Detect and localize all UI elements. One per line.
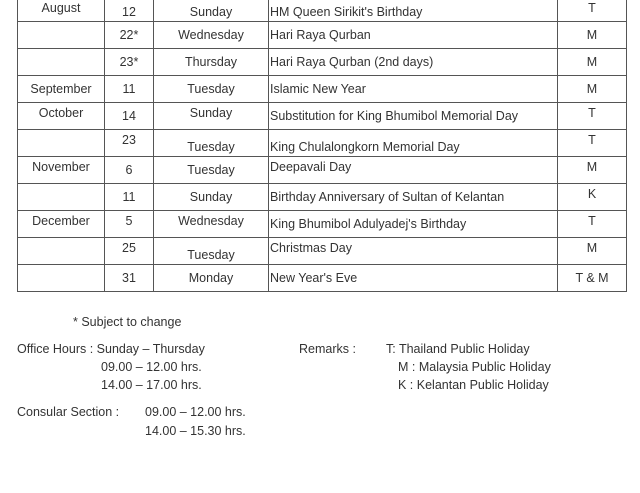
date-cell <box>105 76 154 103</box>
holiday-name-cell <box>269 22 558 49</box>
office-hours-slot-2: 14.00 – 17.00 hrs. <box>101 378 202 392</box>
day-label: Thursday <box>184 55 238 69</box>
holiday-name-cell <box>269 157 558 184</box>
remark-code: K <box>587 187 597 201</box>
date-cell <box>105 103 154 130</box>
month-label: October <box>38 106 84 120</box>
date-label: 5 <box>125 214 133 228</box>
holiday-name: HM Queen Sirikit's Birthday <box>270 5 423 19</box>
remark-code: M <box>586 241 598 255</box>
holiday-name-cell <box>269 211 558 238</box>
day-cell <box>154 265 269 292</box>
consular-section-label: Consular Section : <box>17 405 120 419</box>
holiday-name-cell <box>269 238 558 265</box>
date-cell <box>105 265 154 292</box>
day-cell <box>154 22 269 49</box>
date-label: 14 <box>122 109 136 123</box>
remark-code: T <box>588 106 596 120</box>
remark-cell <box>558 238 627 265</box>
date-cell <box>105 211 154 238</box>
table-row <box>18 157 627 184</box>
month-label <box>18 265 104 271</box>
date-label: 6 <box>125 163 133 177</box>
remark-code: T & M <box>575 271 609 285</box>
holiday-name-cell <box>269 103 558 130</box>
table-row <box>18 130 627 157</box>
remark-cell <box>558 211 627 238</box>
month-label <box>18 184 104 190</box>
holiday-name-cell <box>269 76 558 103</box>
day-cell <box>154 184 269 211</box>
day-cell <box>154 157 269 184</box>
holiday-name: King Chulalongkorn Memorial Day <box>270 140 460 154</box>
month-cell <box>18 0 105 22</box>
date-cell <box>105 22 154 49</box>
remark-code: T <box>588 214 596 228</box>
day-label: Tuesday <box>187 163 235 177</box>
month-cell <box>18 238 105 265</box>
holiday-name-cell <box>269 130 558 157</box>
month-label: November <box>32 160 90 174</box>
holiday-name-cell <box>269 184 558 211</box>
footnote: * Subject to change <box>73 315 182 329</box>
day-cell <box>154 103 269 130</box>
day-cell <box>154 49 269 76</box>
holiday-name-cell <box>269 0 558 22</box>
day-label: Sunday <box>189 190 233 204</box>
remark-thailand: T: Thailand Public Holiday <box>386 342 530 356</box>
holiday-name-cell <box>269 265 558 292</box>
date-cell <box>105 157 154 184</box>
remark-code: T <box>588 133 596 147</box>
month-cell <box>18 265 105 292</box>
consular-slot-2: 14.00 – 15.30 hrs. <box>145 424 246 438</box>
remark-cell <box>558 49 627 76</box>
table-row <box>18 211 627 238</box>
day-cell <box>154 211 269 238</box>
date-cell <box>105 130 154 157</box>
table-row <box>18 49 627 76</box>
remark-cell <box>558 103 627 130</box>
day-label: Monday <box>188 271 234 285</box>
month-cell <box>18 184 105 211</box>
day-cell <box>154 238 269 265</box>
holiday-name: New Year's Eve <box>270 271 358 285</box>
month-cell <box>18 76 105 103</box>
date-label: 23* <box>119 55 139 69</box>
month-label <box>18 22 104 28</box>
day-label: Wednesday <box>178 214 244 228</box>
month-cell <box>18 103 105 130</box>
day-label: Wednesday <box>178 28 244 42</box>
date-cell <box>105 49 154 76</box>
holiday-name: Deepavali Day <box>270 160 352 174</box>
day-label: Tuesday <box>187 82 235 96</box>
remark-cell <box>558 265 627 292</box>
holiday-name: Hari Raya Qurban (2nd days) <box>270 55 434 69</box>
day-label: Tuesday <box>187 140 235 154</box>
month-cell <box>18 157 105 184</box>
date-cell <box>105 0 154 22</box>
remark-code: M <box>586 55 598 69</box>
remark-kelantan: K : Kelantan Public Holiday <box>398 378 549 392</box>
date-label: 11 <box>122 190 136 204</box>
date-label: 31 <box>122 271 136 285</box>
consular-slot-1: 09.00 – 12.00 hrs. <box>145 405 246 419</box>
day-cell <box>154 130 269 157</box>
remark-cell <box>558 0 627 22</box>
date-cell <box>105 238 154 265</box>
date-label: 22* <box>119 28 139 42</box>
table-row <box>18 0 627 22</box>
month-cell <box>18 130 105 157</box>
month-label <box>18 49 104 55</box>
table-row <box>18 22 627 49</box>
holiday-name-cell <box>269 49 558 76</box>
remark-code: M <box>586 82 598 96</box>
holiday-name: Christmas Day <box>270 241 352 255</box>
day-cell <box>154 76 269 103</box>
day-label: Tuesday <box>187 248 235 262</box>
remark-cell <box>558 157 627 184</box>
month-label: August <box>41 1 81 15</box>
holiday-name: Birthday Anniversary of Sultan of Kelantan <box>270 190 505 204</box>
remark-cell <box>558 130 627 157</box>
date-label: 11 <box>122 82 136 96</box>
remark-cell <box>558 76 627 103</box>
table-row <box>18 238 627 265</box>
table-row <box>18 184 627 211</box>
office-hours-label: Office Hours : Sunday – Thursday <box>17 342 205 356</box>
holiday-name: Substitution for King Bhumibol Memorial Day <box>270 109 519 123</box>
remark-code: T <box>588 1 596 15</box>
date-label: 25 <box>122 241 136 255</box>
month-cell <box>18 22 105 49</box>
day-label: Sunday <box>189 106 233 120</box>
date-label: 23 <box>122 133 136 147</box>
month-label: December <box>32 214 90 228</box>
remark-cell <box>558 184 627 211</box>
table-row <box>18 103 627 130</box>
remark-malaysia: M : Malaysia Public Holiday <box>398 360 551 374</box>
month-cell <box>18 49 105 76</box>
remark-code: M <box>586 28 598 42</box>
day-label: Sunday <box>189 5 233 19</box>
holiday-name: Hari Raya Qurban <box>270 28 371 42</box>
month-cell <box>18 211 105 238</box>
holiday-name: King Bhumibol Adulyadej's Birthday <box>270 217 467 231</box>
date-label: 12 <box>122 5 136 19</box>
remark-code: M <box>586 160 598 174</box>
month-label <box>18 238 104 244</box>
table-row <box>18 265 627 292</box>
table-row <box>18 76 627 103</box>
day-cell <box>154 0 269 22</box>
remarks-label: Remarks : <box>299 342 356 356</box>
month-label <box>18 130 104 136</box>
holiday-table <box>17 0 627 292</box>
month-label: September <box>30 82 92 96</box>
holiday-name: Islamic New Year <box>270 82 366 96</box>
office-hours-slot-1: 09.00 – 12.00 hrs. <box>101 360 202 374</box>
remark-cell <box>558 22 627 49</box>
date-cell <box>105 184 154 211</box>
